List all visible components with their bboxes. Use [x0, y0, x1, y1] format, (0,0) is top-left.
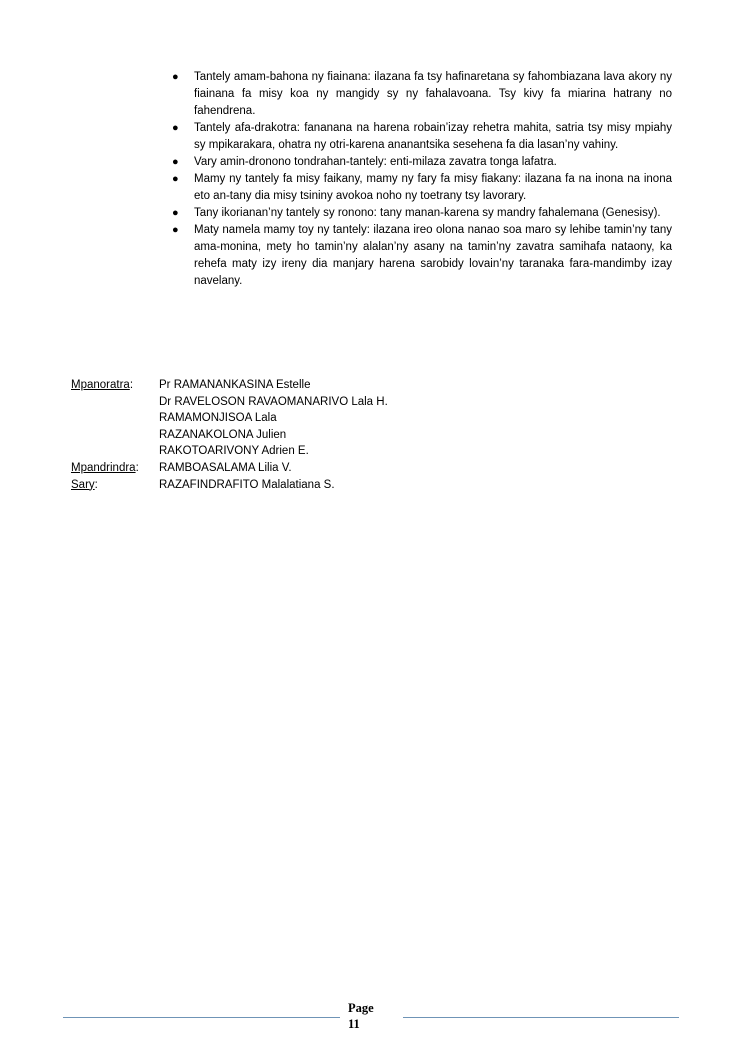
authors-label: Mpanoratra:	[71, 379, 134, 391]
credits-block	[71, 377, 388, 493]
authors-list	[159, 377, 388, 460]
page-word: Page	[348, 1001, 374, 1015]
page-number-label	[341, 1000, 408, 1032]
bullet-icon: ●	[172, 156, 179, 168]
list-item-text: Tantely amam-bahona ny fiainana: ilazana fa tsy hafinaretana sy fahombiazana lava akory ny fiainana fa misy koa ny mangidy sy ny fahalavoana. Tsy kivy fa miarina hatrany no fahendrena.	[194, 71, 672, 117]
list-item	[172, 120, 672, 154]
author-name: RAZANAKOLONA Julien	[159, 428, 287, 441]
author-name: Dr RAVELOSON RAVAOMANARIVO Lala H.	[159, 395, 388, 408]
list-item-text: Mamy ny tantely fa misy faikany, mamy ny fary fa misy fiakany: ilazana fa na inona na inona eto an-tany dia misy tsininy avokoa noho ny toetrany tsy lavorary.	[194, 173, 672, 202]
author-name: RAMAMONJISOA Lala	[159, 412, 277, 425]
editor-name: RAMBOASALAMA Lilia V.	[159, 461, 292, 474]
author-name: Pr RAMANANKASINA Estelle	[159, 379, 311, 391]
list-item	[172, 205, 672, 222]
images-row	[71, 477, 388, 494]
page-number: 11	[348, 1017, 360, 1031]
images-credit-name: RAZAFINDRAFITO Malalatiana S.	[159, 478, 335, 491]
list-item	[172, 171, 672, 205]
bullet-icon: ●	[172, 207, 179, 219]
images-label: Sary:	[71, 478, 98, 491]
list-item-text: Tany ikorianan’ny tantely sy ronono: tany manan-karena sy mandry fahalemana (Genesisy).	[194, 207, 661, 219]
footer-rule-left	[63, 1017, 340, 1018]
editor-label: Mpandrindra:	[71, 461, 139, 474]
list-item-text: Tantely afa-drakotra: fananana na harena robain’izay rehetra mahita, satria tsy misy mpiahy sy mpikarakara, ohatra ny otri-karena ananantsika sesehena fa dia lasan’ny vahiny.	[194, 122, 672, 151]
bullet-icon: ●	[172, 173, 179, 185]
bullet-icon: ●	[172, 122, 179, 134]
list-item	[172, 69, 672, 120]
list-item	[172, 222, 672, 290]
bullet-icon: ●	[172, 71, 179, 83]
list-item-text: Vary amin-dronono tondrahan-tantely: enti-milaza zavatra tonga lafatra.	[194, 156, 557, 168]
bullet-icon: ●	[172, 224, 179, 236]
authors-row	[71, 377, 388, 460]
list-item-text: Maty namela mamy toy ny tantely: ilazana ireo olona nanao soa maro sy lehibe tamin’ny tany ama-monina, mety ho tamin’ny alalan’ny asany na tamin’ny zavatra samihafa nataony, ka rehefa maty izy ireny dia manjary harena sarobidy lovain’ny taranaka fara-mandimby izay navelany.	[194, 224, 672, 287]
author-name: RAKOTOARIVONY Adrien E.	[159, 445, 309, 458]
footer-rule-right	[403, 1017, 679, 1018]
proverb-list	[0, 69, 672, 290]
list-item	[172, 154, 672, 171]
editor-row	[71, 460, 388, 477]
